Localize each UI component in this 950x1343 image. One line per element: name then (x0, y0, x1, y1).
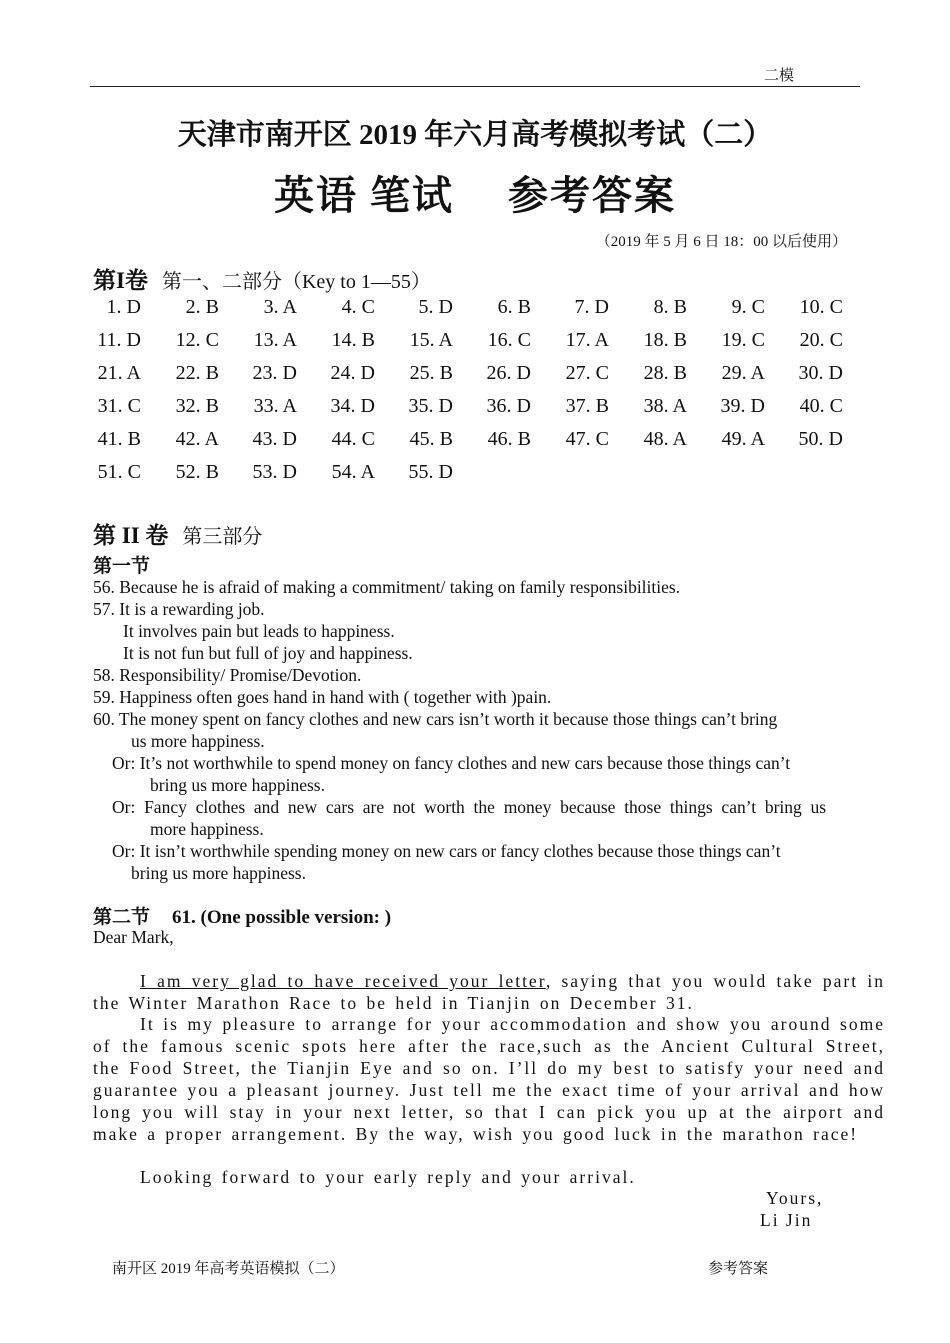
answer-cell: 44. C (331, 428, 375, 450)
answer-line: Or: It isn’t worthwhile spending money on new cars or fancy clothes because those things can’t (112, 841, 781, 861)
answer-line: more happiness. (150, 819, 264, 839)
letter-paragraph-2 (93, 1013, 885, 1145)
answer-row (93, 461, 873, 494)
answer-cell: 45. B (409, 428, 453, 450)
answer-cell: 41. B (97, 428, 141, 450)
answer-row (93, 296, 873, 329)
answer-row (93, 428, 873, 461)
answer-line: bring us more happiness. (131, 863, 306, 883)
answer-cell: 8. B (653, 296, 687, 318)
part2-title: 第 II 卷 (93, 523, 169, 548)
answer-cell: 11. D (97, 329, 141, 351)
answer-cell: 50. D (798, 428, 843, 450)
part1-heading (93, 262, 431, 295)
answer-cell: 33. A (253, 395, 297, 417)
answer-line: 57. It is a rewarding job. (93, 599, 265, 619)
answer-cell: 38. A (643, 395, 687, 417)
answer-cell: 2. B (185, 296, 219, 318)
answer-cell: 49. A (721, 428, 765, 450)
answer-cell: 10. C (799, 296, 843, 318)
answer-cell: 5. D (418, 296, 453, 318)
paragraph-text: , saying that you would take part in the Winter Marathon Race to be held in Tianjin on December 31. (93, 971, 885, 1013)
answer-cell: 32. B (175, 395, 219, 417)
part2-heading (93, 517, 262, 550)
answer-cell: 43. D (252, 428, 297, 450)
answer-cell: 37. B (565, 395, 609, 417)
answer-cell: 9. C (731, 296, 765, 318)
answer-line: Or: Fancy clothes and new cars are not worth the money because those things can’t bring us (112, 797, 827, 817)
answer-line: bring us more happiness. (150, 775, 325, 795)
answer-cell: 4. C (341, 296, 375, 318)
answer-cell: 28. B (643, 362, 687, 384)
letter-paragraph-1 (93, 970, 885, 1014)
answer-cell: 6. B (497, 296, 531, 318)
answer-line: Or: It’s not worthwhile to spend money on fancy clothes and new cars because those things can’t (112, 753, 791, 773)
answer-cell: 27. C (565, 362, 609, 384)
section2-title: 第二节 (93, 907, 151, 928)
answer-grid (93, 296, 873, 494)
paragraph-text: It is my pleasure to arrange for your accommodation and show you around some of the famous scenic spots here after the race,such as the Ancient Cultural Street, the Food Street, the Tianjin Eye and so on. I’ll do my best to satisfy your need and guarantee you a pleasant journey. Just tell me the exact time of your arrival and how long you will stay in your next letter, so that I can pick you up at the airport and make a proper arrangement. By the way, wish you good luck in the marathon race! (93, 1014, 885, 1144)
answer-cell: 16. C (487, 329, 531, 351)
question-61-label: 61. (One possible version: ) (172, 907, 392, 928)
answer-line: 59. Happiness often goes hand in hand with ( together with )pain. (93, 687, 552, 707)
header-rule (90, 86, 860, 87)
section2-heading (93, 902, 391, 929)
section1-heading: 第一节 (93, 556, 151, 577)
answer-cell: 31. C (97, 395, 141, 417)
letter-paragraph-3 (93, 1166, 885, 1188)
answer-cell: 42. A (175, 428, 219, 450)
answer-cell: 46. B (487, 428, 531, 450)
answer-cell: 30. D (798, 362, 843, 384)
answer-cell: 51. C (97, 461, 141, 483)
footer-right: 参考答案 (708, 1261, 769, 1277)
footer-left: 南开区 2019 年高考英语模拟（二） (112, 1261, 345, 1277)
answer-cell: 12. C (175, 329, 219, 351)
answer-cell: 17. A (565, 329, 609, 351)
answer-line: 60. The money spent on fancy clothes and new cars isn’t worth it because those things can’t bring (93, 709, 778, 729)
answer-row (93, 329, 873, 362)
answer-line: 58. Responsibility/ Promise/Devotion. (93, 665, 362, 685)
answer-cell: 34. D (330, 395, 375, 417)
answer-cell: 40. C (799, 395, 843, 417)
answer-line: It is not fun but full of joy and happiness. (123, 643, 413, 663)
answer-cell: 21. A (97, 362, 141, 384)
letter-greeting: Dear Mark, (93, 927, 174, 947)
answer-cell: 13. A (253, 329, 297, 351)
answer-cell: 26. D (486, 362, 531, 384)
answer-row (93, 362, 873, 395)
part1-title: 第I卷 (93, 268, 148, 293)
letter-closing: Yours, (766, 1188, 824, 1208)
answer-cell: 48. A (643, 428, 687, 450)
answer-cell: 19. C (721, 329, 765, 351)
part1-subtitle: 第一、二部分（Key to 1—55） (161, 271, 431, 293)
paragraph-text: Looking forward to your early reply and your arrival. (140, 1167, 636, 1187)
answer-row (93, 395, 873, 428)
usage-note: （2019 年 5 月 6 日 18：00 以后使用） (595, 234, 847, 250)
answer-line: us more happiness. (131, 731, 265, 751)
answer-cell: 24. D (330, 362, 375, 384)
answer-cell: 1. D (106, 296, 141, 318)
answer-cell: 20. C (799, 329, 843, 351)
answer-cell: 23. D (252, 362, 297, 384)
document-title: 英语 笔试 参考答案 (274, 173, 676, 218)
answer-cell: 18. B (643, 329, 687, 351)
letter-signature: Li Jin (760, 1210, 813, 1230)
answer-cell: 47. C (565, 428, 609, 450)
answer-cell: 7. D (574, 296, 609, 318)
header-tag: 二模 (764, 68, 795, 84)
answer-cell: 54. A (331, 461, 375, 483)
answer-cell: 36. D (486, 395, 531, 417)
answer-cell: 14. B (331, 329, 375, 351)
part2-subtitle: 第三部分 (182, 526, 263, 548)
answer-cell: 3. A (263, 296, 297, 318)
answer-cell: 25. B (409, 362, 453, 384)
answer-cell: 22. B (175, 362, 219, 384)
answer-cell: 55. D (408, 461, 453, 483)
underlined-phrase: I am very glad to have received your letter (140, 971, 546, 991)
answer-line: 56. Because he is afraid of making a commitment/ taking on family responsibilities. (93, 577, 681, 597)
answer-cell: 53. D (252, 461, 297, 483)
answer-cell: 15. A (409, 329, 453, 351)
answer-cell: 52. B (175, 461, 219, 483)
exam-title: 天津市南开区 2019 年六月高考模拟考试（二） (177, 119, 773, 151)
answer-line: It involves pain but leads to happiness. (123, 621, 395, 641)
answer-cell: 35. D (408, 395, 453, 417)
answer-cell: 39. D (720, 395, 765, 417)
answer-cell: 29. A (721, 362, 765, 384)
